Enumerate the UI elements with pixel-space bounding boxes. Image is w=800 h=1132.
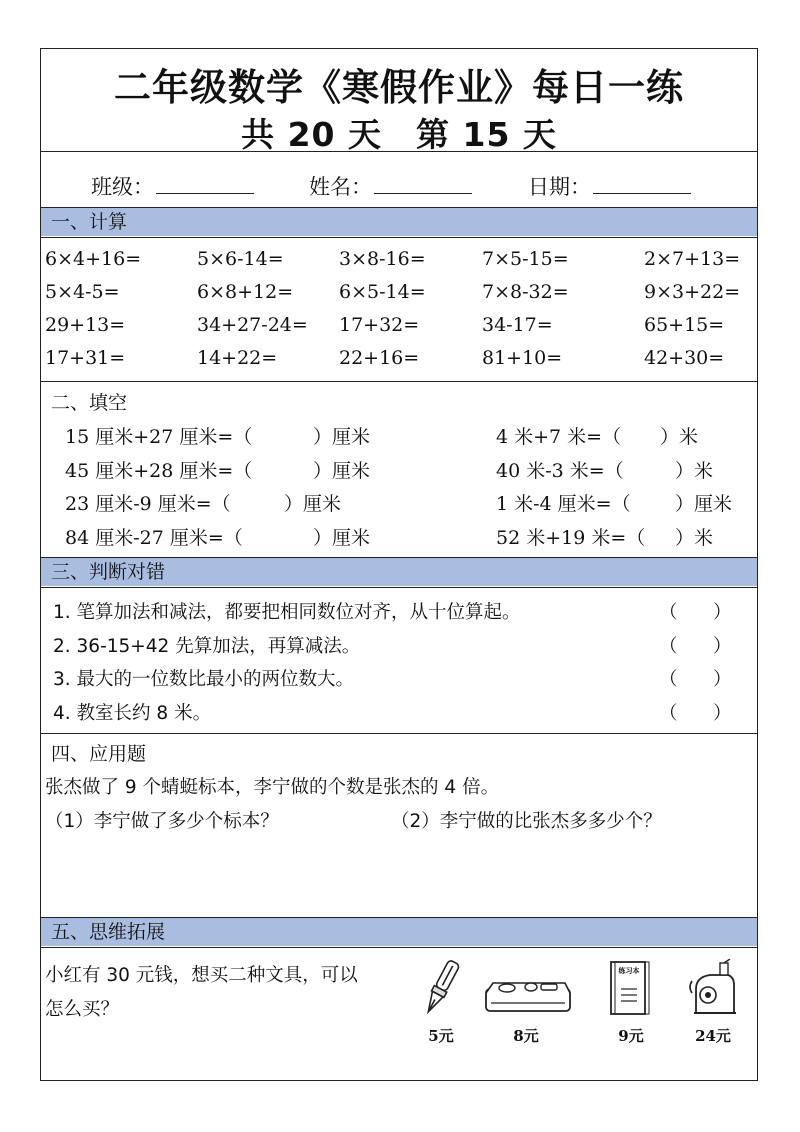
- calc-problem: 5×4-5=: [45, 281, 120, 303]
- calc-problem: 7×8-32=: [482, 281, 569, 303]
- calc-problem: 42+30=: [644, 347, 725, 369]
- calc-problem: 29+13=: [45, 314, 126, 336]
- calc-problem: 6×4+16=: [45, 248, 142, 270]
- name-label: 姓名：: [309, 175, 372, 199]
- judge-answer-close-paren[interactable]: ）: [713, 702, 732, 724]
- divider: [41, 947, 757, 948]
- word-question-1: （1）李宁做了多少个标本？: [45, 811, 279, 832]
- name-field: [309, 171, 472, 201]
- judge-answer-open-paren[interactable]: （: [659, 602, 678, 623]
- class-label: 班级：: [91, 175, 154, 199]
- word-question-2: （2）李宁做的比张杰多多少个？: [391, 811, 662, 832]
- fill-unit-right: ）米: [675, 459, 714, 482]
- book-label: 练习本: [618, 967, 640, 975]
- fill-unit-left: ）厘米: [313, 459, 371, 482]
- think-text-line2: 怎么买？: [45, 999, 120, 1020]
- class-field: [91, 171, 254, 201]
- fill-question-left: 23 厘米-9 厘米=（: [65, 493, 231, 515]
- fill-unit-right: ）厘米: [675, 493, 733, 515]
- page-subtitle: 共 20 天 第 15 天: [241, 115, 557, 154]
- calc-problem: 81+10=: [482, 347, 563, 369]
- word-problem-text: 张杰做了 9 个蜻蜓标本，李宁做的个数是张杰的 4 倍。: [45, 777, 500, 798]
- fill-unit-left: ）厘米: [284, 493, 342, 515]
- fill-question-right: 1 米-4 厘米=（: [496, 493, 631, 515]
- pencil-sharpener-icon: [686, 959, 740, 1017]
- calc-problem: 22+16=: [339, 347, 420, 369]
- judge-answer-open-paren[interactable]: （: [659, 702, 678, 724]
- calc-problem: 6×8+12=: [197, 281, 294, 303]
- think-text-line1: 小红有 30 元钱，想买二种文具，可以: [45, 965, 358, 986]
- date-field: [528, 171, 691, 201]
- section-calc-header: 一、计算: [41, 208, 757, 236]
- judge-answer-close-paren[interactable]: ）: [713, 669, 732, 690]
- section-fill-header: 二、填空: [51, 392, 128, 414]
- calc-problem: 17+31=: [45, 347, 126, 369]
- judge-statement: 3. 最大的一位数比最小的两位数大。: [53, 669, 355, 690]
- calc-problem: 6×5-14=: [339, 281, 426, 303]
- judge-answer-open-paren[interactable]: （: [659, 669, 678, 690]
- fill-question-right: 52 米+19 米=（: [496, 526, 646, 549]
- fill-unit-right: ）米: [660, 426, 699, 448]
- divider: [41, 151, 757, 152]
- divider: [41, 381, 757, 382]
- fill-unit-left: ）厘米: [313, 526, 371, 549]
- pencil-case-icon: [483, 977, 573, 1017]
- divider: [41, 587, 757, 588]
- calc-problem: 17+32=: [339, 314, 420, 336]
- fill-unit-left: ）厘米: [313, 426, 371, 448]
- name-blank[interactable]: [374, 175, 472, 194]
- date-label: 日期：: [528, 175, 591, 199]
- section-judge-header: 三、判断对错: [41, 558, 757, 586]
- fill-question-left: 15 厘米+27 厘米=（: [65, 426, 253, 448]
- divider: [41, 733, 757, 734]
- section-think-header: 五、思维拓展: [41, 918, 757, 946]
- fill-question-right: 40 米-3 米=（: [496, 459, 624, 482]
- fill-question-right: 4 米+7 米=（: [496, 426, 622, 448]
- calc-problem: 9×3+22=: [644, 281, 741, 303]
- calc-problem: 14+22=: [197, 347, 278, 369]
- calc-problem: 65+15=: [644, 314, 725, 336]
- calc-problem: 34-17=: [482, 314, 553, 336]
- calc-problem: 5×6-14=: [197, 248, 284, 270]
- judge-answer-open-paren[interactable]: （: [659, 635, 678, 657]
- fountain-pen-icon: [419, 957, 463, 1019]
- section-word-header: 四、应用题: [51, 743, 147, 765]
- calc-problem: 34+27-24=: [197, 314, 308, 336]
- fill-unit-right: ）米: [675, 526, 714, 549]
- judge-answer-close-paren[interactable]: ）: [713, 635, 732, 657]
- pen-price: 5元: [428, 1027, 454, 1045]
- calc-problem: 7×5-15=: [482, 248, 569, 270]
- calc-problem: 3×8-16=: [339, 248, 426, 270]
- divider: [41, 237, 757, 238]
- judge-statement: 1. 笔算加法和减法，都要把相同数位对齐，从十位算起。: [53, 602, 521, 623]
- page-title: 二年级数学《寒假作业》每日一练: [114, 66, 684, 109]
- exercise-book-icon: [607, 959, 651, 1019]
- class-blank[interactable]: [156, 175, 254, 194]
- pencil-case-price: 8元: [513, 1027, 539, 1045]
- judge-answer-close-paren[interactable]: ）: [713, 602, 732, 623]
- calc-problem: 2×7+13=: [644, 248, 741, 270]
- worksheet: [40, 48, 758, 1081]
- judge-statement: 2. 36-15+42 先算加法，再算减法。: [53, 635, 361, 657]
- judge-statement: 4. 教室长约 8 米。: [53, 702, 212, 724]
- date-blank[interactable]: [593, 175, 691, 194]
- book-price: 9元: [618, 1027, 644, 1045]
- sharpener-price: 24元: [695, 1027, 731, 1045]
- fill-question-left: 45 厘米+28 厘米=（: [65, 459, 253, 482]
- fill-question-left: 84 厘米-27 厘米=（: [65, 526, 243, 549]
